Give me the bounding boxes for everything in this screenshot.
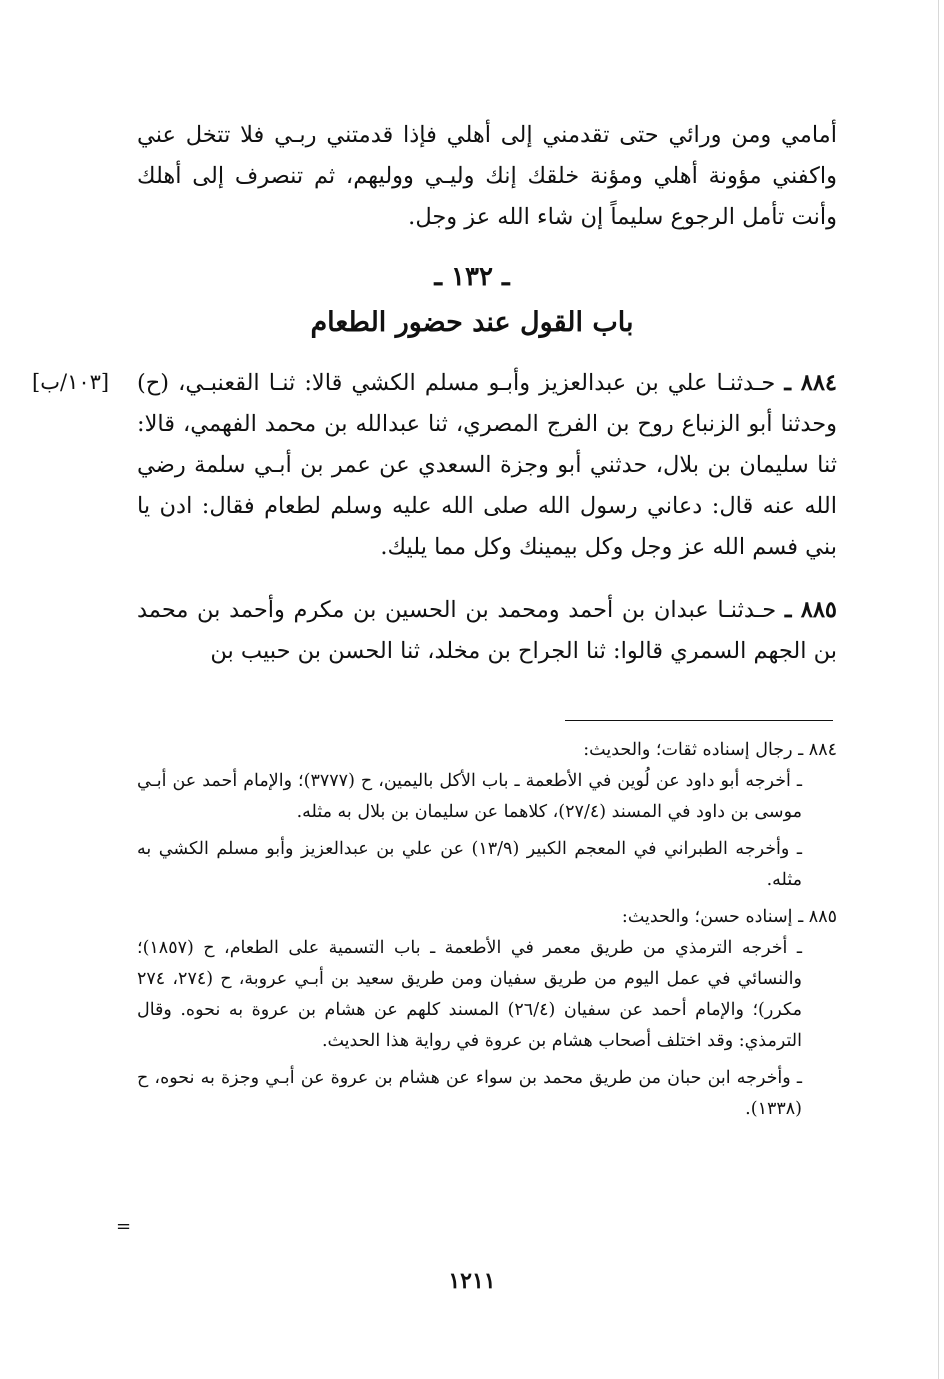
hadith-885-text: حـدثنـا عبدان بن أحمد ومحمد بن الحسين بن مكرم وأحمد بن محمد بن الجهم السمري قالوا: ثنا الجراح بن مخلد، ثنا الحسن بن حبيب بن: [137, 597, 837, 664]
page-number: ١٢١١: [448, 1268, 496, 1294]
manuscript-folio-reference: [١٠٣/ب]: [32, 370, 110, 394]
page-edge-line: [938, 0, 939, 1379]
footnote-885-item: ـ وأخرجه ابن حبان من طريق محمد بن سواء عن هشام بن عروة عن أبـي وجزة به نحوه، ح (١٣٣٨).: [137, 1068, 802, 1119]
footnotes-section: [137, 735, 837, 1131]
chapter-number: ـ ١٣٢ ـ: [434, 262, 510, 292]
hadith-885-number: ٨٨٥ ـ: [784, 597, 837, 623]
hadith-884-text: حـدثنـا علي بن عبدالعزيز وأبـو مسلم الكشي قالا: ثنـا القعنبـي، (ح) وحدثنا أبو الزنباع روح بن الفرج المصري، ثنا عبدالله بن محمد الفهمي، قالا: ثنا سليمان بن بلال، حدثني أبو وجزة السعدي عن عمر بن أبـي سلمة رضي الله عنه قال: دعاني رسول الله صلى الله عليه وسلم لطعام فقال: ادن يا بني فسم الله عز وجل وكل بيمينك وكل مما يليك.: [137, 370, 837, 560]
hadith-885-paragraph: [137, 590, 837, 672]
chapter-title: باب القول عند حضور الطعام: [310, 307, 634, 338]
footnote-884-item: ـ أخرجه أبو داود عن لُوين في الأطعمة ـ باب الأكل باليمين، ح (٣٧٧٧)؛ والإمام أحمد عن أبـي موسى بن داود في المسند (٢٧/٤)، كلاهما عن سليمان بن بلال به مثله.: [137, 771, 803, 822]
footnote-884-heading: ٨٨٤ ـ رجال إسناده ثقات؛ والحديث:: [583, 740, 837, 760]
footnote-884-item: ـ وأخرجه الطبراني في المعجم الكبير (١٣/٩) عن علي بن عبدالعزيز وأبو مسلم الكشي به مثله.: [137, 839, 802, 890]
hadith-884-paragraph: [137, 363, 837, 568]
footnote-885-heading: ٨٨٥ ـ إسناده حسن؛ والحديث:: [621, 907, 837, 927]
hadith-884-number: ٨٨٤ ـ: [784, 370, 837, 396]
footnote-separator: [565, 720, 833, 721]
footnote-885-item: ـ أخرجه الترمذي من طريق معمر في الأطعمة ـ باب التسمية على الطعام، ح (١٨٥٧)؛ والنسائي في عمل اليوم من طريق سفيان ومن طريق سعيد بن أبـي عروبة، ح (٢٧٤، ٢٧٤ مكرر)؛ والإمام أحمد عن سفيان (٢٦/٤) المسند كلهم عن هشام بن عروة به نحوه. وقال الترمذي: وقد اختلف أصحاب هشام بن عروة في رواية هذا الحديث.: [137, 938, 802, 1051]
continuation-mark: =: [116, 1216, 132, 1237]
intro-paragraph: أمامي ومن ورائي حتى تقدمني إلى أهلي فإذا قدمتني ربـي فلا تتخل عني واكفني مؤونة أهلي ومؤنة خلقك إنك وليـي ووليهم، ثم تنصرف إلى أهلك وأنت تأمل الرجوع سليماً إن شاء الله عز وجل.: [137, 122, 837, 230]
